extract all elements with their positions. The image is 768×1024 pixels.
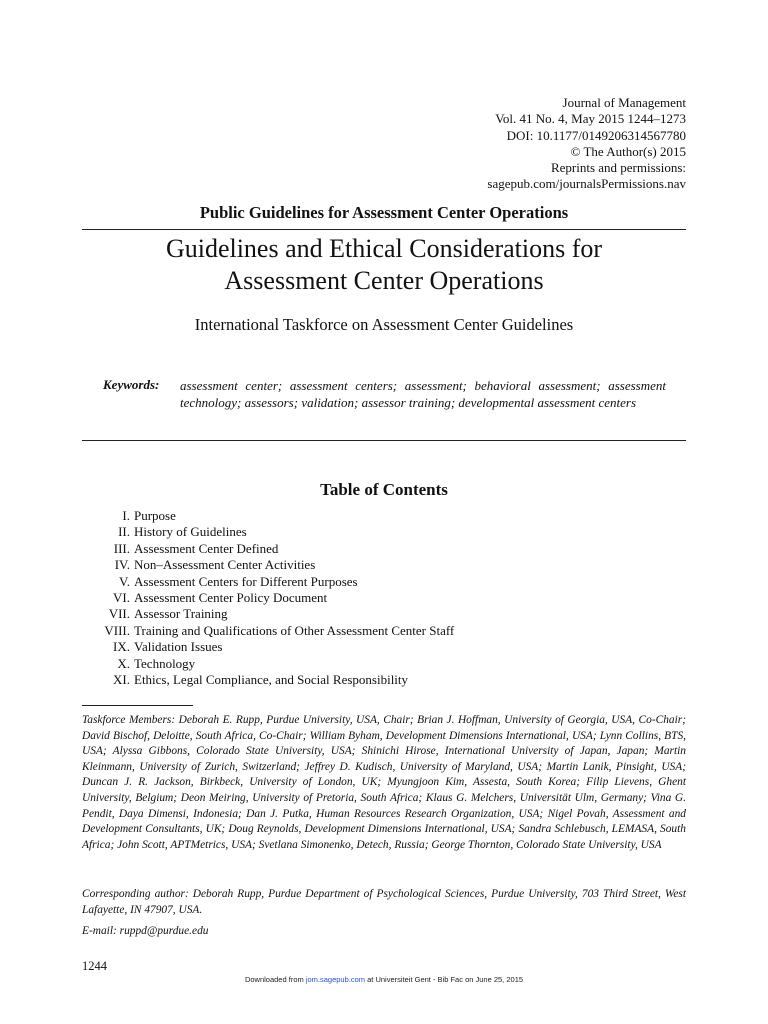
footnote-rule [82, 705, 193, 706]
toc-item-label: Technology [134, 655, 196, 671]
toc-item [92, 574, 454, 590]
article-title-line-1: Guidelines and Ethical Considerations for [165, 234, 603, 263]
toc-title: Table of Contents [320, 480, 448, 499]
toc-item [92, 557, 454, 573]
article-title-line-2: Assessment Center Operations [224, 266, 544, 295]
keywords-rule-bottom [82, 440, 686, 441]
download-prefix: Downloaded from [244, 975, 306, 984]
table-of-contents [92, 508, 454, 688]
download-suffix: at Universiteit Gent - Bib Fac on June 25, 2015 [365, 975, 524, 984]
toc-item [92, 606, 454, 622]
toc-item-number: X. [117, 655, 130, 671]
toc-item-number: IV. [114, 557, 130, 573]
toc-item-label: Ethics, Legal Compliance, and Social Responsibility [134, 672, 409, 688]
toc-item-number: V. [119, 573, 130, 589]
toc-item [92, 623, 454, 639]
toc-item-number: II. [118, 524, 130, 540]
toc-item-number: VI. [113, 590, 130, 606]
toc-item [92, 524, 454, 540]
journal-permissions-url: sagepub.com/journalsPermissions.nav [487, 176, 686, 192]
toc-item-label: Validation Issues [134, 639, 223, 655]
article-title [0, 233, 768, 297]
toc-item-label: Assessment Centers for Different Purposes [134, 573, 358, 589]
toc-item [92, 541, 454, 557]
journal-meta [487, 95, 686, 193]
footnote-email: E-mail: ruppd@purdue.edu [82, 925, 209, 937]
running-title: Public Guidelines for Assessment Center Operations [199, 203, 569, 222]
toc-item-number: XI. [113, 672, 130, 688]
toc-item [92, 639, 454, 655]
toc-item [92, 508, 454, 524]
toc-item-number: VII. [108, 606, 130, 622]
journal-doi: DOI: 10.1177/0149206314567780 [506, 127, 686, 143]
toc-item-label: Non–Assessment Center Activities [134, 557, 316, 573]
download-source-link[interactable]: jom.sagepub.com [305, 975, 366, 984]
toc-item-number: VIII. [104, 622, 130, 638]
title-rule-top [82, 229, 686, 230]
journal-reprints: Reprints and permissions: [550, 160, 686, 176]
toc-item-label: Purpose [134, 508, 176, 523]
journal-copyright: © The Author(s) 2015 [570, 143, 686, 159]
toc-item-number: IX. [113, 639, 130, 655]
footnote-taskforce-members: Taskforce Members: Deborah E. Rupp, Purdue University, USA, Chair; Brian J. Hoffman, University of Georgia, USA, Co-Chair; David Bischof, Deloitte, South Africa, Co-Chair; William Byham, Development Dimensions International, USA; Lynn Collins, BTS, USA; Alyssa Gibbons, Colorado State University, USA; Shinichi Hirose, International University of Japan, Japan; Martin Kleinmann, University of Zurich, Switzerland; Jeffrey D. Kudisch, University of Maryland, USA; Martin Lanik, Pinsight, USA; Duncan J. R. Jackson, Birkbeck, University of London, UK; Myungjoon Kim, Assesta, South Korea; Filip Lievens, Ghent University, Belgium; Deon Meiring, University of Pretoria, South Africa; Klaus G. Melchers, Universität Ulm, Germany; Vina G. Pendit, Daya Dimensi, Indonesia; Dan J. Putka, Human Resources Research Organization, USA; Nigel Povah, Assessment and Development Consultants, UK; Doug Reynolds, Development Dimensions International, USA; Sandra Schlebusch, LEMASA, South Africa; John Scott, APTMetrics, USA; Svetlana Simonenko, Detech, Russia; George Thornton, Colorado State University, USA [82, 714, 686, 851]
article-author: International Taskforce on Assessment Center Guidelines [194, 315, 574, 334]
journal-volume: Vol. 41 No. 4, May 2015 1244–1273 [495, 111, 686, 127]
toc-item-label: Assessor Training [134, 606, 228, 622]
toc-item-number: I. [122, 508, 130, 523]
toc-item-label: Training and Qualifications of Other Assessment Center Staff [134, 622, 455, 638]
download-notice [0, 975, 768, 984]
page-number: 1244 [82, 959, 107, 973]
toc-item-label: Assessment Center Policy Document [134, 590, 328, 606]
keywords-label: Keywords: [103, 377, 160, 392]
keywords-text: assessment center; assessment centers; assessment; behavioral assessment; assessment technology; assessors; validation; assessor training; developmental assessment centers [180, 378, 666, 410]
journal-name: Journal of Management [562, 95, 686, 110]
toc-item-label: History of Guidelines [134, 524, 247, 540]
footnote-corresponding-author: Corresponding author: Deborah Rupp, Purdue Department of Psychological Sciences, Purdue University, 703 Third Street, West Lafayette, IN 47907, USA. [82, 888, 686, 916]
toc-item [92, 672, 454, 688]
toc-item-label: Assessment Center Defined [134, 540, 279, 556]
toc-item [92, 590, 454, 606]
toc-item-number: III. [113, 540, 130, 556]
toc-item [92, 656, 454, 672]
